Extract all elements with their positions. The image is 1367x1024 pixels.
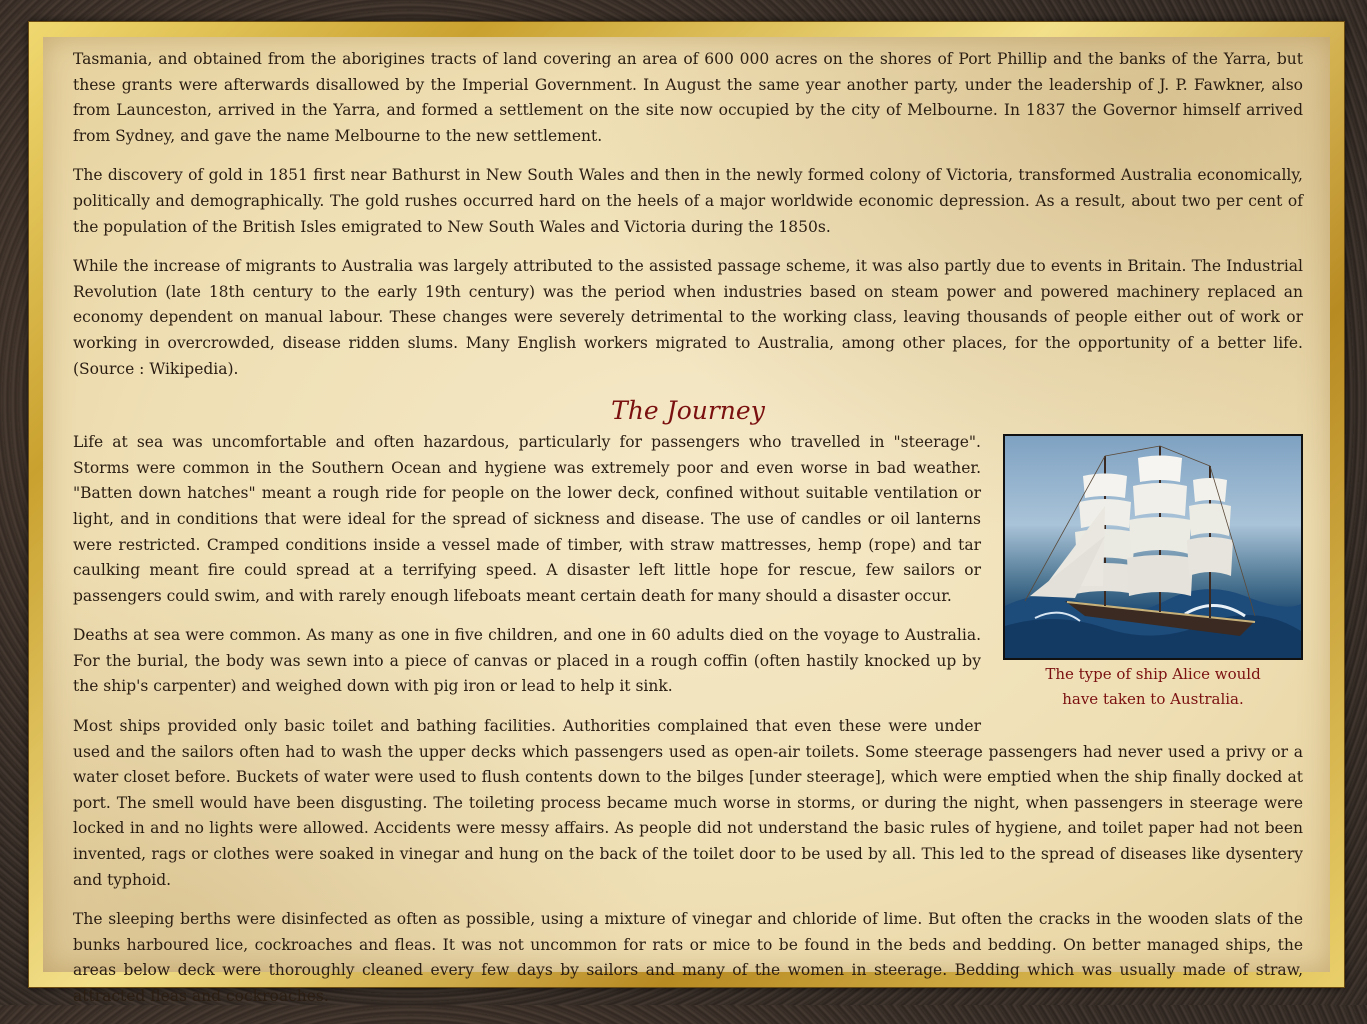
paragraph-sleeping-berths: The sleeping berths were disinfected as often as possible, using a mixture of vinegar and chloride of lime. But often the cracks in the wooden slats of the bunks harboured lice, cockroaches and fleas. It was not uncommon for rats or mice to be found in the beds and bedding. On better managed ships, the areas below deck were thoroughly cleaned every few days by sailors and many of the women in steerage. Bedding which was usually made of straw, attracted fleas and cockroaches. xyxy=(73,910,1303,1005)
ship-figure xyxy=(1003,434,1303,712)
parchment-page xyxy=(43,37,1330,1005)
paragraph-deaths-at-sea: Deaths at sea were common. As many as one in five children, and one in 60 adults died on the voyage to Australia. For the burial, the body was sewn into a piece of canvas or placed in a rough coffin (often hastily knocked up by the ship's carpenter) and weighed down with pig iron or lead to help it sink. xyxy=(73,626,981,696)
paragraph-settlement: Tasmania, and obtained from the aborigines tracts of land covering an area of 600 000 acres on the shores of Port Phillip and the banks of the Yarra, but these grants were afterwards disallowed by the Imperial Government. In August the same year another party, under the leadership of J. P. Fawkner, also from Launceston, arrived in the Yarra, and formed a settlement on the site now occupied by the city of Melbourne. In 1837 the Governor himself arrived from Sydney, and gave the name Melbourne to the new settlement. xyxy=(73,50,1303,145)
gold-frame xyxy=(28,21,1345,1005)
paragraph-gold-rush: The discovery of gold in 1851 first near Bathurst in New South Wales and then in the newly formed colony of Victoria, transformed Australia economically, politically and demographically. The gold rushes occurred hard on the heels of a major worldwide economic depression. As a result, about two per cent of the population of the British Isles emigrated to New South Wales and Victoria during the 1850s. xyxy=(73,166,1303,236)
paragraph-toilet-facilities: Most ships provided only basic toilet and bathing facilities. Authorities complained that even these were under used and the sailors often had to wash the upper decks which passengers used as open-air toilets. Some steerage passengers had never used a privy or a water closet before. Buckets of water were used to flush contents down to the bilges [under steerage], which were emptied when the ship finally docked at port. The smell would have been disgusting. The toileting process became much worse in storms, or during the night, when passengers in steerage were locked in and no lights were allowed. Accidents were messy affairs. As people did not understand the basic rules of hygiene, and toilet paper had not been invented, rags or clothes were soaked in vinegar and hung on the back of the toilet door to be used by all. This led to the spread of diseases like dysentery and typhoid. xyxy=(73,717,1303,889)
paragraph-life-at-sea: Life at sea was uncomfortable and often hazardous, particularly for passengers who travelled in "steerage". Storms were common in the Southern Ocean and hygiene was extremely poor and even worse in bad weather. "Batten down hatches" meant a rough ride for people on the lower deck, confined without suitable ventilation or light, and in conditions that were ideal for the spread of sickness and disease. The use of candles or oil lanterns were restricted. Cramped conditions inside a vessel made of timber, with straw mattresses, hemp (rope) and tar caulking meant fire could spread at a terrifying speed. A disaster left little hope for rescue, few sailors or passengers could swim, and with rarely enough lifeboats meant certain death for many should a disaster occur. xyxy=(73,433,981,605)
journey-section xyxy=(73,430,1303,709)
ship-caption: The type of ship Alice would have taken to Australia. xyxy=(1045,665,1261,709)
ship-image xyxy=(1003,434,1303,660)
paragraph-industrial-revolution: While the increase of migrants to Australia was largely attributed to the assisted passage scheme, it was also partly due to events in Britain. The Industrial Revolution (late 18th century to the early 19th century) was the period when industries based on steam power and powered machinery replaced an economy dependent on manual labour. These changes were severely detrimental to the working class, leaving thousands of people either out of work or working in overcrowded, disease ridden slums. Many English workers migrated to Australia, among other places, for the opportunity of a better life. (Source : Wikipedia). xyxy=(73,257,1303,378)
section-heading-journey: The Journey xyxy=(611,396,765,426)
article-content xyxy=(73,47,1303,1024)
sailing-ship-illustration xyxy=(1005,436,1301,658)
